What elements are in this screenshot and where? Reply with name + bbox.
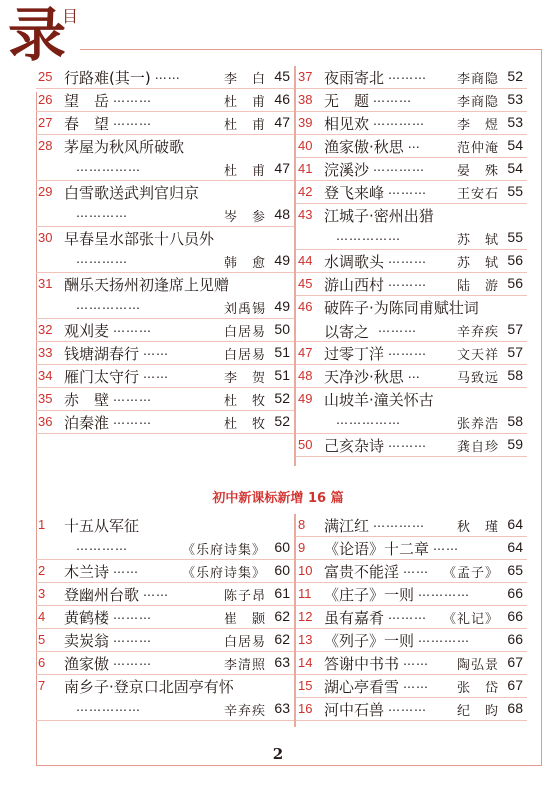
toc-entry[interactable] (36, 411, 294, 434)
entry-page: 67 (507, 654, 523, 670)
entry-page: 61 (274, 585, 290, 601)
toc-entry[interactable] (36, 342, 294, 365)
entry-title: 山坡羊·潼关怀古 (324, 391, 434, 409)
entry-title: 夜雨寄北 (324, 69, 385, 87)
toc-entry[interactable] (296, 204, 527, 250)
entry-title: 木兰诗 (64, 563, 110, 581)
entry-page: 55 (507, 183, 523, 199)
entry-leader-dots: …… (403, 677, 430, 691)
entry-number: 10 (298, 563, 313, 578)
entry-page: 66 (507, 585, 523, 601)
entry-leader-dots: ……… (113, 413, 153, 427)
entry-author: 陶弘景 (456, 658, 499, 673)
entry-title: 答谢中书书 (324, 655, 400, 673)
entry-leader-dots: ………… (418, 585, 471, 599)
entry-title: 湖心亭看雪 (324, 678, 400, 696)
toc-entry[interactable] (296, 537, 527, 560)
entry-number: 41 (298, 161, 313, 176)
entry-leader-dots: ……… (388, 275, 428, 289)
entry-number: 47 (298, 345, 313, 360)
entry-page: 62 (274, 608, 290, 624)
entry-leader-dots: …………… (76, 700, 141, 714)
toc-entry[interactable] (296, 135, 527, 158)
entry-leader-dots: ……… (388, 700, 428, 714)
entry-title: 泊秦淮 (64, 414, 110, 432)
entry-number: 9 (298, 540, 306, 555)
entry-title: 雁门太守行 (64, 368, 140, 386)
entry-number: 48 (298, 368, 313, 383)
entry-number: 28 (38, 138, 53, 153)
entry-author: 《乐府诗集》 (181, 566, 266, 581)
toc-entry[interactable] (36, 135, 294, 181)
toc-entry[interactable] (296, 296, 527, 342)
entry-number: 49 (298, 391, 313, 406)
entry-author: 杜 牧 (223, 394, 266, 409)
entry-title: 虽有嘉肴 (324, 609, 385, 627)
entry-title: 茅屋为秋风所破歌 (64, 138, 185, 156)
entry-author: 陈子昂 (223, 589, 266, 604)
entry-title: 行路难(其一) (64, 69, 151, 87)
toc-entry[interactable] (296, 652, 527, 675)
entry-page: 55 (507, 229, 523, 245)
entry-author: 刘禹锡 (223, 302, 266, 317)
entry-page: 66 (507, 608, 523, 624)
entry-leader-dots: …… (154, 68, 181, 82)
entry-number: 44 (298, 253, 313, 268)
entry-author: 白居易 (223, 325, 266, 340)
entry-number: 34 (38, 368, 53, 383)
entry-leader-dots: …… (143, 585, 170, 599)
entry-author: 李商隐 (456, 72, 499, 87)
entry-leader-dots: …… (403, 654, 430, 668)
entry-number: 2 (38, 563, 46, 578)
row-rule (36, 433, 294, 434)
entry-title: 登幽州台歌 (64, 586, 140, 604)
entry-page: 46 (274, 91, 290, 107)
entry-leader-dots: … (407, 367, 421, 381)
entry-page: 60 (274, 562, 290, 578)
entry-title-continued: 以寄之 (324, 323, 370, 341)
entry-number: 4 (38, 609, 46, 624)
entry-author: 辛弃疾 (456, 325, 499, 340)
entry-number: 6 (38, 655, 46, 670)
toc-entry[interactable] (36, 319, 294, 342)
entry-page: 53 (507, 91, 523, 107)
entry-author: 马致远 (456, 371, 499, 386)
entry-page: 48 (274, 206, 290, 222)
entry-leader-dots: … (407, 137, 421, 151)
toc-entry[interactable] (296, 112, 527, 135)
toc-entry[interactable] (296, 514, 527, 537)
entry-page: 63 (274, 654, 290, 670)
entry-author: 杜 牧 (223, 417, 266, 432)
entry-page: 57 (507, 321, 523, 337)
row-rule (36, 720, 294, 721)
entry-page: 54 (507, 160, 523, 176)
entry-title: 观刈麦 (64, 322, 110, 340)
entry-author: 岑 参 (223, 210, 266, 225)
toc-entry[interactable] (296, 365, 527, 388)
entry-leader-dots: ……… (113, 321, 153, 335)
entry-number: 37 (298, 69, 313, 84)
entry-author: 范仲淹 (456, 141, 499, 156)
entry-page: 49 (274, 298, 290, 314)
entry-page: 52 (507, 68, 523, 84)
entry-author: 韩 愈 (223, 256, 266, 271)
entry-title: 春 望 (64, 115, 110, 133)
entry-author: 杜 甫 (223, 164, 266, 179)
entry-title: 天净沙·秋思 (324, 368, 404, 386)
entry-author: 苏 轼 (456, 233, 499, 248)
page-number: 2 (272, 745, 284, 763)
entry-number: 45 (298, 276, 313, 291)
entry-page: 56 (507, 252, 523, 268)
entry-page: 65 (507, 562, 523, 578)
toc-entry[interactable] (296, 250, 527, 273)
toc-entry[interactable] (296, 583, 527, 606)
entry-leader-dots: …………… (336, 229, 401, 243)
entry-leader-dots: ……… (388, 252, 428, 266)
entry-page: 67 (507, 677, 523, 693)
entry-title: 望 岳 (64, 92, 110, 110)
entry-author: 陆 游 (456, 279, 499, 294)
entry-leader-dots: …… (143, 367, 170, 381)
entry-title: 渔家傲·秋思 (324, 138, 404, 156)
entry-leader-dots: ……… (388, 436, 428, 450)
entry-number: 31 (38, 276, 53, 291)
entry-page: 58 (507, 367, 523, 383)
entry-title: 相见欢 (324, 115, 370, 133)
entry-number: 29 (38, 184, 53, 199)
entry-title: 黄鹤楼 (64, 609, 110, 627)
entry-title: 十五从军征 (64, 517, 140, 535)
entry-leader-dots: ……… (113, 631, 153, 645)
toc-column-left-bottom (36, 514, 294, 721)
entry-page: 54 (507, 137, 523, 153)
entry-author: 白居易 (223, 635, 266, 650)
entry-number: 46 (298, 299, 313, 314)
entry-number: 33 (38, 345, 53, 360)
toc-column-right-bottom (296, 514, 527, 721)
header-band (0, 0, 556, 69)
entry-number: 14 (298, 655, 313, 670)
entry-leader-dots: ………… (373, 160, 426, 174)
toc-entry[interactable] (296, 698, 527, 721)
entry-number: 1 (38, 517, 46, 532)
entry-page: 53 (507, 114, 523, 130)
entry-page: 60 (274, 539, 290, 555)
toc-entry[interactable] (36, 181, 294, 227)
entry-title: 富贵不能淫 (324, 563, 400, 581)
entry-leader-dots: ……… (113, 114, 153, 128)
entry-number: 39 (298, 115, 313, 130)
toc-title-small: 目 (62, 7, 79, 26)
entry-number: 5 (38, 632, 46, 647)
entry-title: 登飞来峰 (324, 184, 385, 202)
entry-author: 杜 甫 (223, 118, 266, 133)
entry-title: 过零丁洋 (324, 345, 385, 363)
toc-panel-bottom (36, 514, 527, 727)
toc-entry[interactable] (296, 66, 527, 89)
entry-author: 龚自珍 (456, 440, 499, 455)
entry-number: 26 (38, 92, 53, 107)
entry-page: 68 (507, 700, 523, 716)
entry-page: 63 (274, 700, 290, 716)
entry-number: 15 (298, 678, 313, 693)
entry-leader-dots: …………… (336, 413, 401, 427)
entry-leader-dots: ……… (113, 654, 153, 668)
entry-author: 《礼记》 (442, 612, 499, 627)
row-rule (296, 456, 527, 457)
toc-entry[interactable] (296, 388, 527, 434)
entry-leader-dots: ……… (113, 390, 153, 404)
entry-title: 卖炭翁 (64, 632, 110, 650)
entry-leader-dots: ……… (388, 183, 428, 197)
toc-entry[interactable] (36, 89, 294, 112)
entry-author: 文天祥 (456, 348, 499, 363)
entry-page: 51 (274, 367, 290, 383)
entry-number: 16 (298, 701, 313, 716)
entry-number: 3 (38, 586, 46, 601)
entry-number: 13 (298, 632, 313, 647)
entry-title: 《列子》一则 (324, 632, 415, 650)
entry-page: 47 (274, 114, 290, 130)
toc-entry[interactable] (36, 112, 294, 135)
entry-title: 《庄子》一则 (324, 586, 415, 604)
entry-leader-dots: …… (113, 562, 140, 576)
toc-entry[interactable] (36, 652, 294, 675)
toc-entry[interactable] (296, 181, 527, 204)
entry-number: 35 (38, 391, 53, 406)
toc-panel-top (36, 66, 527, 466)
frame-line-right (541, 49, 542, 765)
entry-leader-dots: ………… (76, 206, 128, 220)
entry-author: 张 岱 (456, 681, 499, 696)
entry-number: 32 (38, 322, 53, 337)
toc-entry[interactable] (36, 583, 294, 606)
toc-entry[interactable] (36, 560, 294, 583)
entry-title: 南乡子·登京口北固亭有怀 (64, 678, 234, 696)
entry-number: 43 (298, 207, 313, 222)
toc-entry[interactable] (36, 227, 294, 273)
entry-leader-dots: ……… (378, 321, 417, 335)
toc-entry[interactable] (36, 66, 294, 89)
entry-title: 水调歌头 (324, 253, 385, 271)
entry-number: 7 (38, 678, 46, 693)
entry-author: 李清照 (223, 658, 266, 673)
entry-number: 25 (38, 69, 53, 84)
entry-author: 晏 殊 (456, 164, 499, 179)
entry-number: 50 (298, 437, 313, 452)
entry-author: 李 煜 (456, 118, 499, 133)
entry-title: 赤 壁 (64, 391, 110, 409)
entry-number: 42 (298, 184, 313, 199)
entry-page: 58 (507, 413, 523, 429)
entry-leader-dots: …… (433, 539, 460, 553)
entry-page: 66 (507, 631, 523, 647)
toc-entry[interactable] (296, 675, 527, 698)
entry-page: 52 (274, 390, 290, 406)
entry-author: 崔 颢 (223, 612, 266, 627)
entry-title: 己亥杂诗 (324, 437, 385, 455)
entry-author: 李商隐 (456, 95, 499, 110)
entry-title: 钱塘湖春行 (64, 345, 140, 363)
entry-number: 11 (298, 586, 312, 601)
entry-author: 李 白 (223, 72, 266, 87)
entry-title: 游山西村 (324, 276, 385, 294)
toc-entry[interactable] (296, 89, 527, 112)
entry-title: 破阵子·为陈同甫赋壮词 (324, 299, 479, 317)
toc-entry[interactable] (296, 342, 527, 365)
entry-number: 8 (298, 517, 306, 532)
entry-page: 51 (274, 344, 290, 360)
frame-line-top (80, 49, 542, 50)
entry-leader-dots: ……… (388, 344, 428, 358)
entry-leader-dots: ………… (76, 252, 128, 266)
entry-author: 杜 甫 (223, 95, 266, 110)
entry-leader-dots: ………… (418, 631, 471, 645)
toc-entry[interactable] (296, 606, 527, 629)
entry-page: 62 (274, 631, 290, 647)
entry-author: 《乐府诗集》 (181, 543, 266, 558)
entry-title: 无 题 (324, 92, 370, 110)
row-rule (296, 720, 527, 721)
entry-page: 64 (507, 516, 523, 532)
entry-number: 30 (38, 230, 53, 245)
entry-page: 49 (274, 252, 290, 268)
entry-page: 59 (507, 436, 523, 452)
entry-title: 满江红 (324, 517, 370, 535)
entry-author: 李 贺 (223, 371, 266, 386)
entry-title: 《论语》十二章 (324, 540, 430, 558)
entry-page: 57 (507, 344, 523, 360)
entry-author: 白居易 (223, 348, 266, 363)
toc-entry[interactable] (36, 514, 294, 560)
toc-entry[interactable] (36, 273, 294, 319)
entry-leader-dots: ………… (76, 539, 128, 553)
entry-page: 45 (274, 68, 290, 84)
entry-page: 56 (507, 275, 523, 291)
entry-number: 27 (38, 115, 53, 130)
entry-title: 酬乐天扬州初逢席上见赠 (64, 276, 230, 294)
toc-entry[interactable] (36, 675, 294, 721)
toc-entry[interactable] (36, 388, 294, 411)
entry-leader-dots: ………… (373, 516, 426, 530)
entry-leader-dots: ……… (113, 608, 153, 622)
entry-leader-dots: ……… (373, 91, 413, 105)
toc-entry[interactable] (296, 273, 527, 296)
toc-entry[interactable] (296, 434, 527, 457)
entry-page: 52 (274, 413, 290, 429)
entry-leader-dots: …… (143, 344, 170, 358)
entry-leader-dots: …………… (76, 160, 141, 174)
entry-leader-dots: ……… (113, 91, 153, 105)
entry-leader-dots: ………… (373, 114, 426, 128)
entry-page: 50 (274, 321, 290, 337)
entry-title: 早春呈水部张十八员外 (64, 230, 215, 248)
toc-column-right (296, 66, 527, 457)
toc-entry[interactable] (36, 629, 294, 652)
entry-author: 苏 轼 (456, 256, 499, 271)
toc-column-left (36, 66, 294, 434)
entry-number: 38 (298, 92, 313, 107)
frame-line-bottom (36, 765, 542, 766)
entry-title: 渔家傲 (64, 655, 110, 673)
entry-author: 张养浩 (456, 417, 499, 432)
entry-author: 辛弃疾 (223, 704, 266, 719)
toc-entry[interactable] (296, 629, 527, 652)
entry-leader-dots: …………… (76, 298, 141, 312)
entry-number: 12 (298, 609, 313, 624)
entry-author: 秋 瑾 (456, 520, 499, 535)
toc-entry[interactable] (36, 606, 294, 629)
entry-leader-dots: ……… (388, 68, 428, 82)
entry-author: 纪 昀 (456, 704, 499, 719)
entry-title: 白雪歌送武判官归京 (64, 184, 200, 202)
toc-entry[interactable] (36, 365, 294, 388)
entry-title: 浣溪沙 (324, 161, 370, 179)
toc-entry[interactable] (296, 158, 527, 181)
entry-leader-dots: ……… (388, 608, 428, 622)
entry-title: 江城子·密州出猎 (324, 207, 434, 225)
entry-leader-dots: …… (403, 562, 430, 576)
toc-title-main: 录 (8, 1, 67, 69)
entry-page: 47 (274, 160, 290, 176)
entry-title: 河中石兽 (324, 701, 385, 719)
section-title: 初中新课标新增 16 篇 (212, 491, 344, 506)
entry-number: 36 (38, 414, 53, 429)
entry-author: 《孟子》 (442, 566, 499, 581)
entry-number: 40 (298, 138, 313, 153)
entry-author: 王安石 (456, 187, 499, 202)
entry-page: 64 (507, 539, 523, 555)
toc-entry[interactable] (296, 560, 527, 583)
